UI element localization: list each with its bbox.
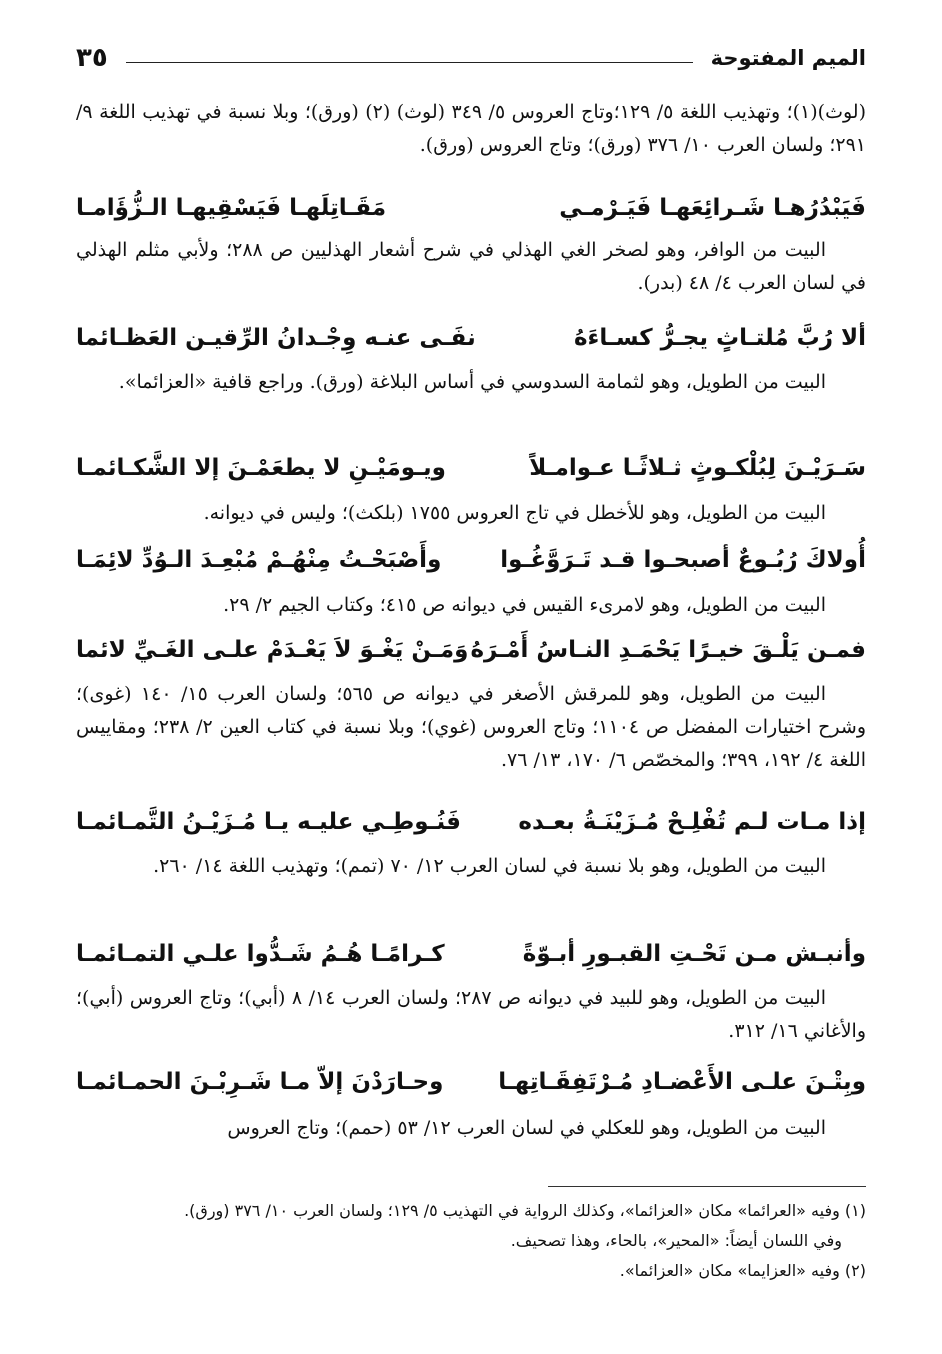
verse-first-hemistich: إذا مـات لـم تُفْلِـحْ مُـزَيْنَـةُ بعـده	[518, 809, 866, 835]
verse-line	[76, 186, 866, 230]
verse-line	[76, 446, 866, 490]
verse-first-hemistich: ألا رُبَّ مُلتـاثٍ يجـرُّ كسـاءَهُ	[573, 325, 866, 351]
verse-line	[76, 538, 866, 582]
footnote-separator	[548, 1186, 866, 1187]
verse-first-hemistich: وبِتْـنَ علـى الأَعْضـادِ مُـرْتَفِقَـاتِهـا	[498, 1069, 866, 1095]
verse-first-hemistich: أُولاكَ رُبُـوعٌ أصبحـوا قـد تَـرَوَّغُـوا	[500, 547, 866, 573]
verse-second-hemistich: مَقَـاتِلَهـا فَيَسْقِيهـا الـزُّؤَامـا	[76, 195, 387, 221]
page-number: ٣٥	[76, 43, 108, 73]
verse-second-hemistich: ويـومَيْـنِ لا يطعَمْـنَ إلا الشَّكـائمـا	[76, 455, 446, 481]
verse-first-hemistich: وأنبـش مـن تَحْـتِ القبـورِ أبـوّةً	[522, 941, 866, 967]
verse-first-hemistich: سَـرَيْـنَ لِبُلْكـوثٍ ثـلاثًـا عـوامـلاً	[529, 455, 866, 481]
prose-paragraph: البيت من الطويل، وهو للأخطل في تاج العروس ١٧٥٥ (بلكث)؛ وليس في ديوانه.	[203, 502, 826, 524]
prose-paragraph: البيت من الطويل، وهو للمرقش الأصغر في ديوانه ص ٥٦٥؛ ولسان العرب ١٥/ ١٤٠ (غوى)؛ وشرح اختيارات المفضل ص ١١٠٤؛ وتاج العروس (غوي)؛ وبلا نسبة في كتاب العين ٢/ ٢٣٨؛ ومقاييس اللغة ٤/ ١٩٢، ٣٩٩؛ والمخصّص ٦/ ١٧٠، ١٣/ ٧٦.	[76, 683, 867, 771]
footnotes	[76, 1196, 866, 1286]
prose-paragraph: البيت من الطويل، وهو للبيد في ديوانه ص ٢٨٧؛ ولسان العرب ١٤/ ٨ (أبي)؛ وتاج العروس (أبي)؛ والأغاني ١٦/ ٣١٢.	[76, 987, 866, 1042]
header-rule	[126, 62, 693, 63]
verse-line	[76, 932, 866, 976]
prose-paragraph: (لوث)(١)؛ وتهذيب اللغة ٥/ ١٢٩؛وتاج العروس ٥/ ٣٤٩ (لوث) (٢) (ورق)؛ وبلا نسبة في تهذيب اللغة ٩/ ٢٩١؛ ولسان العرب ١٠/ ٣٧٦ (ورق)؛ وتاج العروس (ورق).	[76, 101, 866, 156]
verse-second-hemistich: فَنُـوطِـي عليـه يـا مُـزَيْـنُ التَّمـائمـا	[76, 809, 461, 835]
page-header	[76, 40, 866, 76]
footnote-continuation: وفي اللسان أيضاً: «المحير»، بالحاء، وهذا تصحيف.	[510, 1231, 842, 1250]
footnote: (١) وفيه «العرائما» مكان «العزائما»، وكذلك الرواية في التهذيب ٥/ ١٢٩؛ ولسان العرب ١٠/ ٣٧٦ (ورق).	[184, 1201, 866, 1220]
verse-line	[76, 800, 866, 844]
verse-second-hemistich: وحـارَدْنَ إلاّ مـا شَـرِبْـنَ الحمـائمـا	[76, 1069, 444, 1095]
verse-line	[76, 316, 866, 360]
prose-paragraph: البيت من الطويل، وهو لثمامة السدوسي في أساس البلاغة (ورق). وراجع قافية «العزائما».	[118, 371, 826, 393]
verse-second-hemistich: كـرامًـا هُـمُ شَـدُّوا علـي التمـائمـا	[76, 941, 445, 967]
footnote: (٢) وفيه «العزايما» مكان «العزائما».	[619, 1261, 866, 1280]
verse-first-hemistich: فمـن يَلْـقَ خيـرًا يَحْمَـدِ النـاسُ أَمْـرَهُ	[470, 637, 866, 663]
verse-second-hemistich: نفَـى عنـه وِجْـدانُ الرِّقيـن العَظـائما	[76, 325, 476, 351]
verse-first-hemistich: فَيَبْدُرُهـا شَـرائِعَهـا فَيَـرْمـي	[559, 195, 866, 221]
prose-paragraph: البيت من الطويل، وهو بلا نسبة في لسان العرب ١٢/ ٧٠ (تمم)؛ وتهذيب اللغة ١٤/ ٢٦٠.	[153, 855, 826, 877]
verse-line	[76, 628, 866, 672]
verse-second-hemistich: وأَصْبَحْـتُ مِنْهُـمْ مُبْعِـدَ الـوُدِّ لائِمَـا	[76, 547, 442, 573]
prose-paragraph: البيت من الطويل، وهو للعكلي في لسان العرب ١٢/ ٥٣ (حمم)؛ وتاج العروس	[227, 1117, 826, 1139]
verse-line	[76, 1060, 866, 1104]
running-title: الميم المفتوحة	[710, 46, 866, 70]
prose-paragraph: البيت من الطويل، وهو لامرىء القيس في ديوانه ص ٤١٥؛ وكتاب الجيم ٢/ ٢٩.	[223, 594, 826, 616]
prose-paragraph: البيت من الوافر، وهو لصخر الغي الهذلي في شرح أشعار الهذليين ص ٢٨٨؛ ولأبي مثلم الهذلي في لسان العرب ٤/ ٤٨ (بدر).	[76, 239, 866, 294]
verse-second-hemistich: وَمَـنْ يَغْـوَ لاَ يَعْـدَمْ علـى الغَـيِّ لائما	[76, 637, 469, 663]
